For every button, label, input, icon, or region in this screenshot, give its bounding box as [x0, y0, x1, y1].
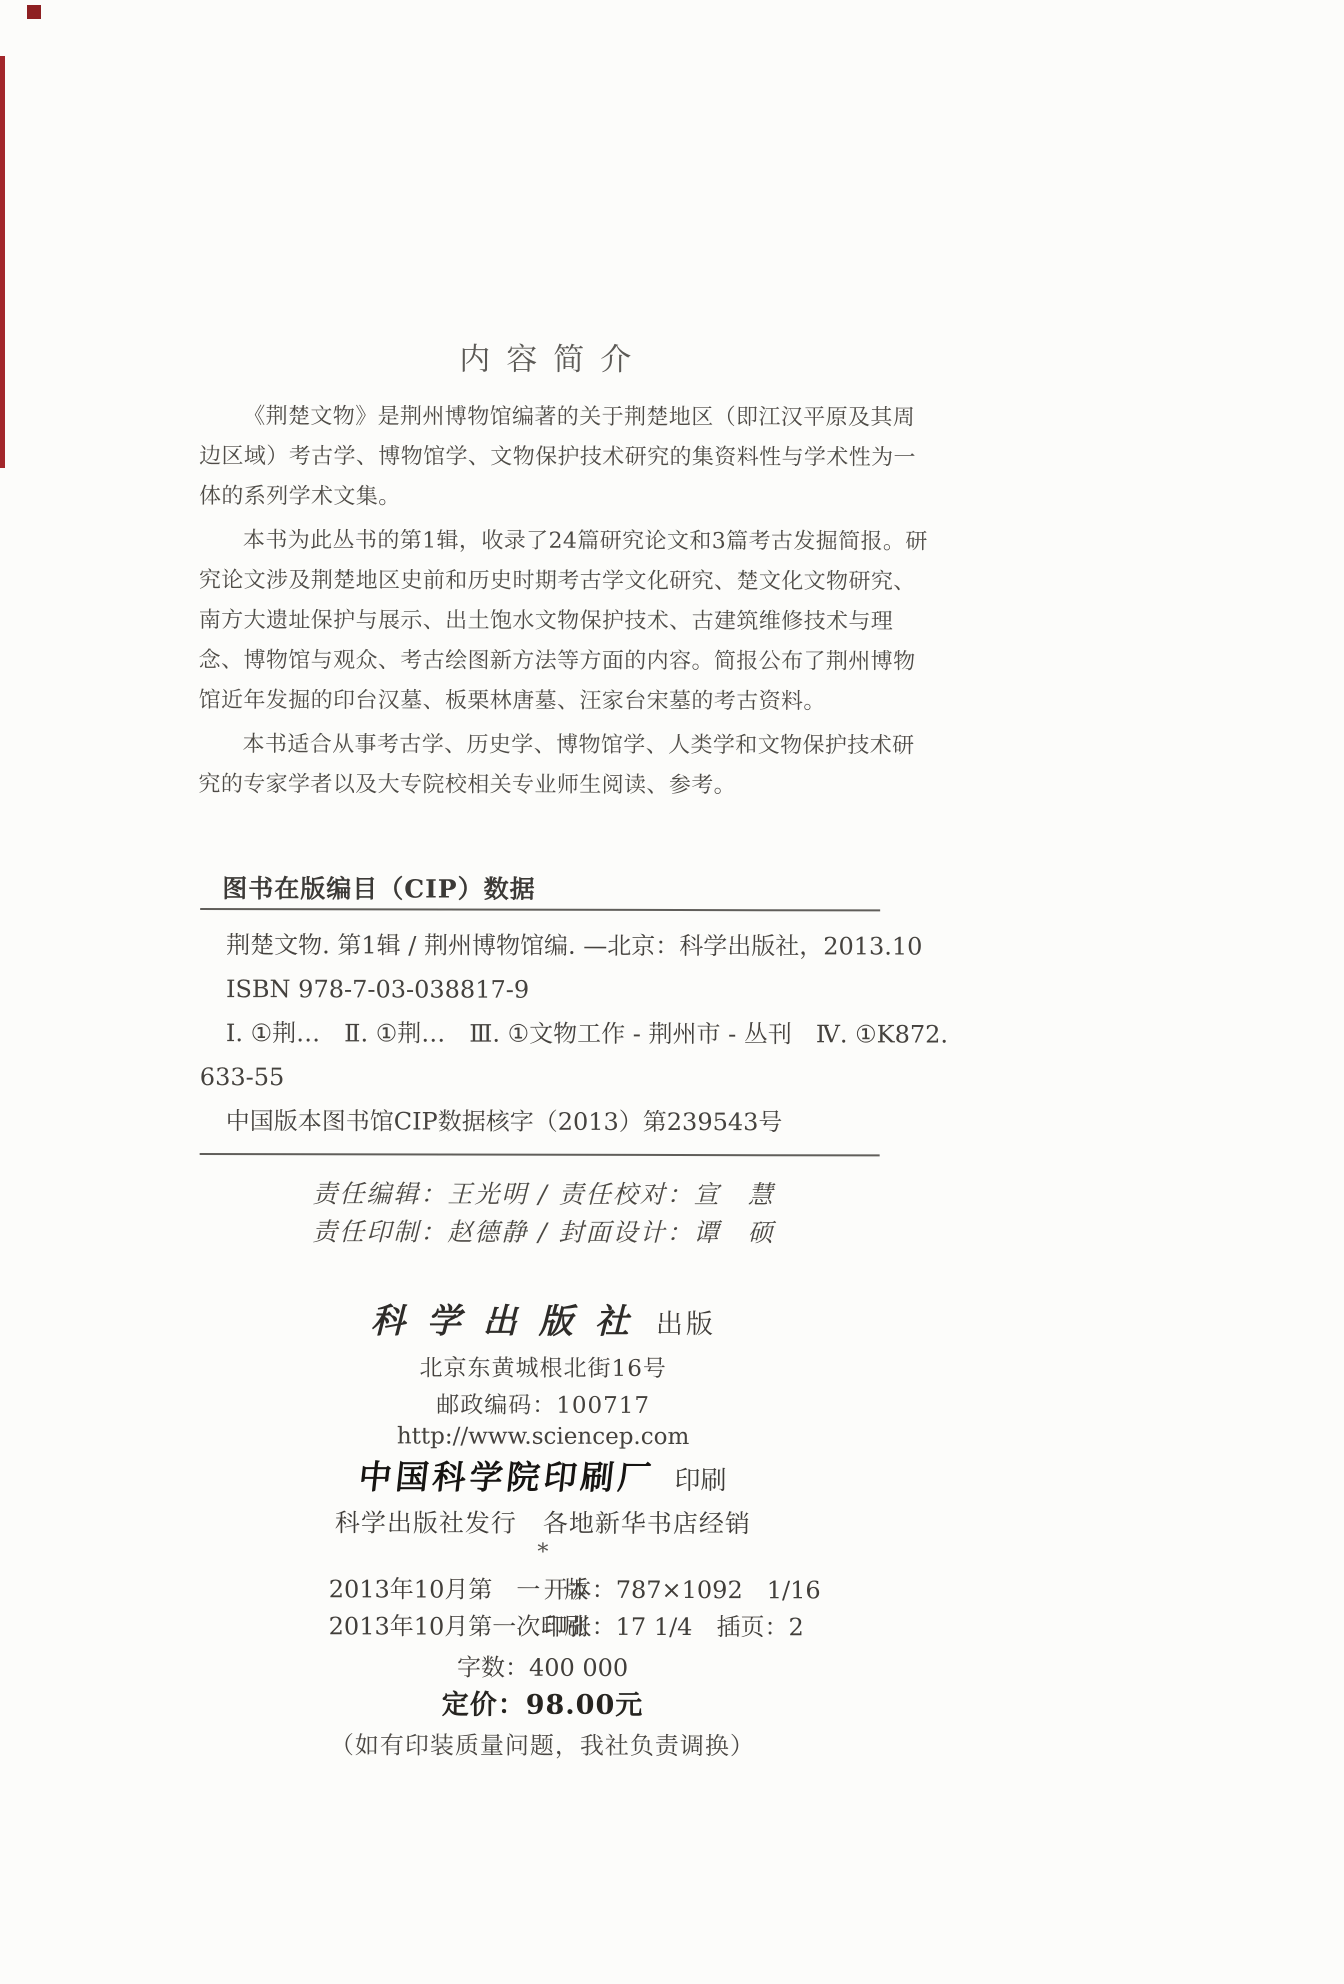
publisher-logo-script: 科学出版社	[370, 1301, 651, 1342]
credits-line-editors: 责任编辑：王光明 / 责任校对：宣 慧	[312, 1179, 775, 1210]
printing-date-cell: 2013年10月第一次印刷	[328, 1612, 589, 1641]
text-line: 《荆楚文物》是荆州博物馆编著的关于荆楚地区（即江汉平原及其周	[243, 404, 916, 431]
cip-data-block	[199, 923, 949, 1145]
edition-info-table	[328, 1571, 821, 1646]
cip-header: 图书在版编目（CIP）数据	[222, 874, 536, 904]
quality-note: （如有印装质量问题，我社负责调换）	[329, 1731, 755, 1761]
text-line: 边区域）考古学、博物馆学、文物保护技术研究的集资料性与学术性为一	[199, 444, 916, 471]
cip-title-line: 荆楚文物. 第1辑 / 荆州博物馆编. —北京：科学出版社，2013.10	[226, 931, 923, 961]
intro-text	[198, 397, 928, 806]
staff-credits	[199, 1175, 887, 1252]
text-line: 究论文涉及荆楚地区史前和历史时期考古学文化研究、楚文化文物研究、	[198, 568, 916, 595]
publisher-role-label: 出版	[655, 1308, 716, 1341]
printer-line	[199, 1451, 887, 1499]
cip-classification-continuation: 633-55	[199, 1063, 285, 1092]
cip-divider-top	[200, 908, 880, 911]
text-line: 本书为此丛书的第1辑，收录了24篇研究论文和3篇考古发掘简报。研	[242, 528, 928, 555]
text-line: 本书适合从事考古学、历史学、博物馆学、人类学和文物保护技术研	[242, 732, 915, 759]
publisher-address: 北京东黄城根北街16号	[419, 1355, 667, 1382]
publisher-line	[199, 1293, 887, 1343]
format-cell: 开本：787×1092 1/16	[543, 1575, 821, 1605]
intro-paragraph-2	[198, 521, 928, 722]
price-line: 定价：98.00元	[441, 1689, 644, 1721]
edition-date-cell: 2013年10月第 一 版	[328, 1575, 589, 1604]
credits-line-printing-design: 责任印制：赵德静 / 封面设计：谭 硕	[312, 1217, 775, 1248]
asterisk-divider: *	[537, 1539, 549, 1565]
cip-divider-bottom	[200, 1153, 880, 1156]
text-line: 南方大遗址保护与展示、出土饱水文物保护技术、古建筑维修技术与理	[198, 608, 894, 635]
printer-logo-script: 中国科学院印刷厂	[357, 1457, 658, 1497]
intro-paragraph-3	[198, 725, 915, 806]
text-line: 究的专家学者以及大专院校相关专业师生阅读、参考。	[198, 772, 737, 799]
publisher-website: http://www.sciencep.com	[396, 1423, 690, 1451]
cip-classification-line: Ⅰ. ①荆… Ⅱ. ①荆… Ⅲ. ①文物工作 - 荆州市 - 丛刊 Ⅳ. ①K872.	[225, 1019, 949, 1049]
text-line: 体的系列学术文集。	[199, 484, 401, 510]
distribution-line: 科学出版社发行 各地新华书店经销	[334, 1508, 751, 1539]
word-count-line: 字数：400 000	[456, 1653, 629, 1682]
cip-record-number-line: 中国版本图书馆CIP数据核字（2013）第239543号	[225, 1107, 783, 1137]
sheets-cell: 印张：17 1/4 插页：2	[543, 1612, 804, 1642]
text-line: 馆近年发掘的印台汉墓、板栗林唐墓、汪家台宋墓的考古资料。	[198, 688, 826, 715]
edition-row	[328, 1571, 821, 1609]
edition-row	[329, 1608, 809, 1646]
text-line: 念、博物馆与观众、考古绘图新方法等方面的内容。简报公布了荆州博物	[198, 648, 916, 675]
cip-isbn-line: ISBN 978-7-03-038817-9	[225, 975, 530, 1004]
section-title: 内容简介	[459, 341, 648, 378]
publisher-postcode: 邮政编码：100717	[436, 1392, 651, 1419]
printer-role-label: 印刷	[674, 1466, 727, 1497]
intro-paragraph-1	[199, 397, 916, 518]
